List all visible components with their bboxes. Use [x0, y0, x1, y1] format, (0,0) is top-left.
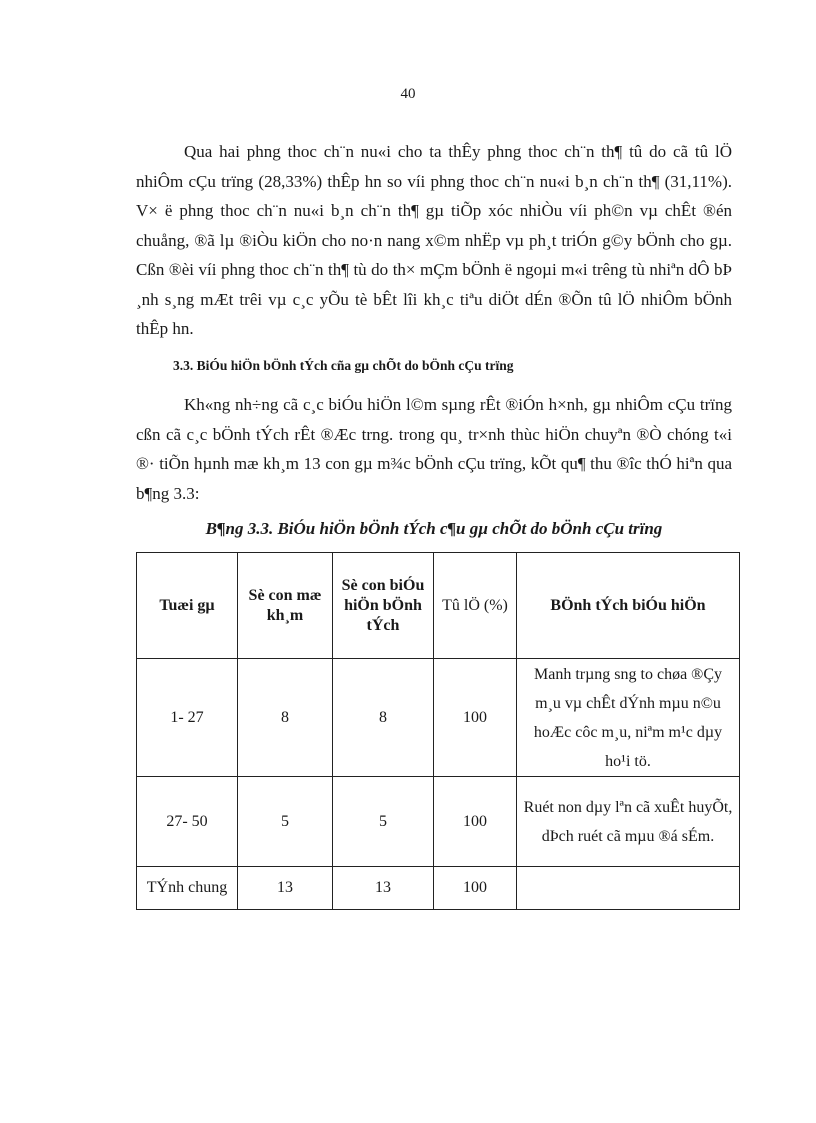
- paragraph-2-text: Kh«ng nh÷ng cã c¸c biÓu hiÖn l©m sµng rÊt ®iÓn h×nh, gµ nhiÔm cÇu trïng cßn cã c¸c bÖnh tÝch rÊt ®Æc trng. trong qu¸ tr×nh thùc hiÖn chuyªn ®Ò chóng t«i ®· tiÕn hµnh mæ kh¸m 13 con gµ m¾c bÖnh cÇu trïng, kÕt qu¶ thu ®îc thÓ hiªn qua b¶ng 3.3:: [136, 395, 732, 503]
- cell-examined: 5: [238, 777, 333, 867]
- header-age: Tuæi gµ: [137, 553, 238, 659]
- cell-lesions: Manh trµng sng to chøa ®Çy m¸u vµ chÊt dÝnh mµu n©u hoÆc côc m¸u, niªm m¹c dµy ho¹i tö.: [517, 659, 740, 777]
- table-row: [137, 659, 740, 777]
- header-examined: Sè con mæ kh¸m: [238, 553, 333, 659]
- table-row: [137, 777, 740, 867]
- cell-rate: 100: [434, 867, 517, 910]
- cell-rate: 100: [434, 659, 517, 777]
- cell-age: 1- 27: [137, 659, 238, 777]
- cell-examined: 8: [238, 659, 333, 777]
- header-lesions: BÖnh tÝch biÓu hiÖn: [517, 553, 740, 659]
- cell-age: TÝnh chung: [137, 867, 238, 910]
- cell-lesions: Ruét non dµy lªn cã xuÊt huyÕt, dÞch ruét cã mµu ®á sÉm.: [517, 777, 740, 867]
- paragraph-1-text: Qua hai phng thoc ch¨n nu«i cho ta thÊy phng thoc ch¨n th¶ tû do cã tû lÖ nhiÔm cÇu trïng (28,33%) thÊp hn so víi phng thoc ch¨n nu«i b¸n ch¨n th¶ (31,11%). V× ë phng thoc ch¨n nu«i b¸n ch¨n th¶ gµ tiÕp xóc nhiÒu víi ph©n vµ chÊt ®én chuång, ®ã lµ ®iÒu kiÖn cho no·n nang x©m nhËp vµ ph¸t triÓn g©y bÖnh cho gµ. Cßn ®èi víi phng thoc ch¨n th¶ tù do th× mÇm bÖnh ë ngoµi m«i trêng tù nhiªn dÔ bÞ ¸nh s¸ng mÆt trêi vµ c¸c yÕu tè bÊt lîi kh¸c tiªu diÖt dÉn ®Õn tû lÖ nhiÔm bÖnh thÊp hn.: [136, 142, 732, 338]
- cell-age: 27- 50: [137, 777, 238, 867]
- cell-rate: 100: [434, 777, 517, 867]
- table-row-total: [137, 867, 740, 910]
- page-number: 40: [400, 86, 416, 102]
- cell-with-lesions: 8: [333, 659, 434, 777]
- cell-lesions: [517, 867, 740, 910]
- table-caption: B¶ng 3.3. BiÓu hiÖn bÖnh tÝch c¶u gµ chÕt do bÖnh cÇu trïng: [205, 519, 663, 538]
- section-heading: 3.3. BiÓu hiÖn bÖnh tÝch cña gµ chÕt do bÖnh cÇu trïng: [173, 358, 514, 373]
- cell-with-lesions: 13: [333, 867, 434, 910]
- header-rate: Tû lÖ (%): [434, 553, 517, 659]
- lesions-table: [136, 552, 740, 910]
- paragraph-lesions-intro: [136, 390, 732, 508]
- cell-examined: 13: [238, 867, 333, 910]
- cell-with-lesions: 5: [333, 777, 434, 867]
- header-with-lesions: Sè con biÓu hiÖn bÖnh tÝch: [333, 553, 434, 659]
- table-header-row: [137, 553, 740, 659]
- paragraph-feeding-methods: [136, 137, 732, 344]
